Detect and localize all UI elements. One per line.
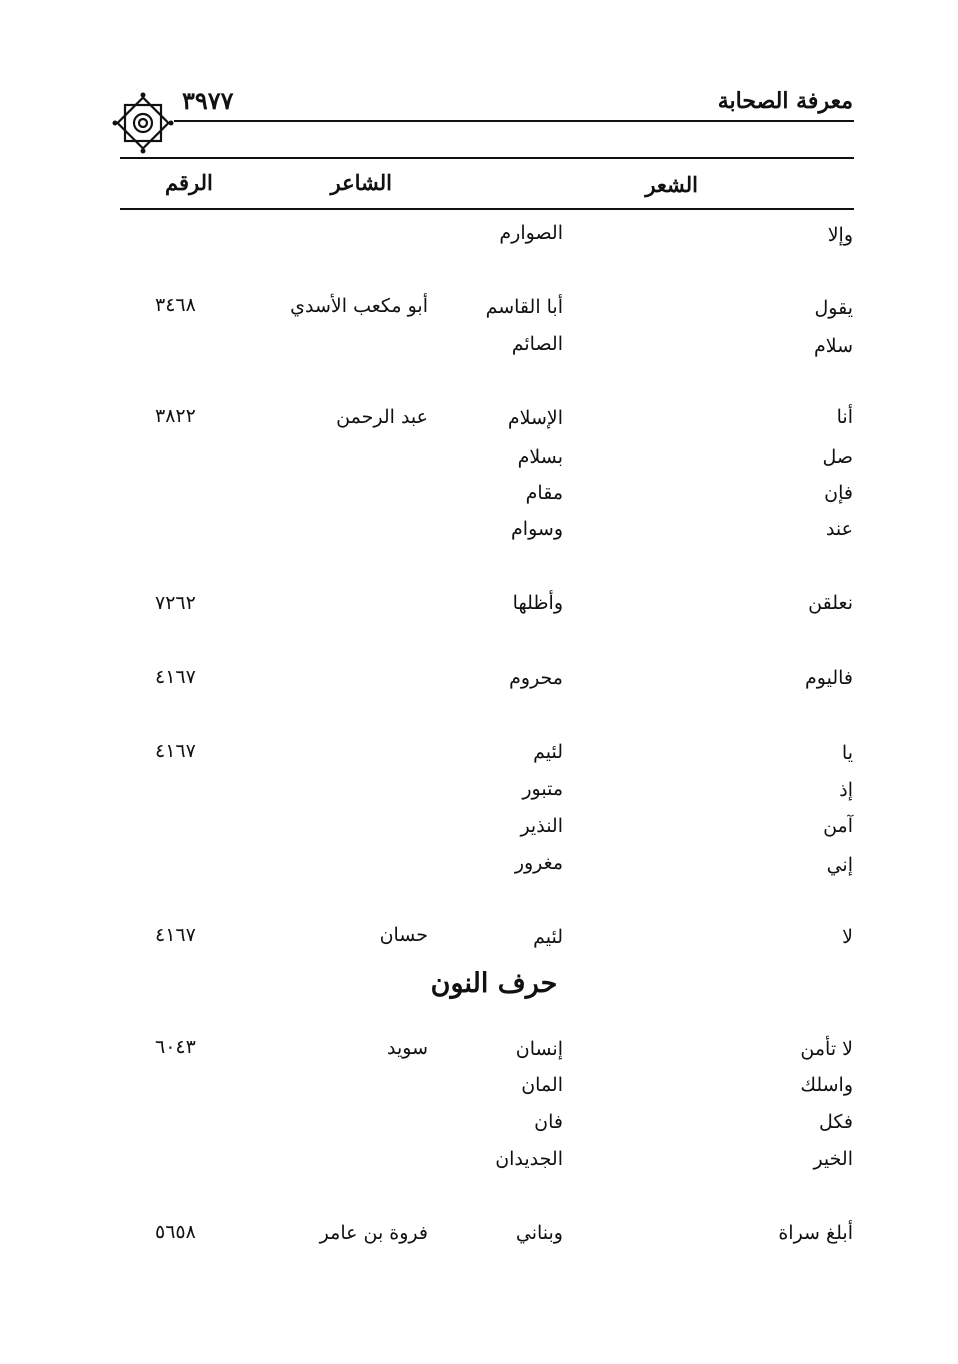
verse-start: أنا bbox=[836, 406, 853, 428]
reference-number: ٤١٦٧ bbox=[155, 740, 196, 762]
poet-name: عبد الرحمن bbox=[336, 406, 428, 428]
ornament-icon bbox=[112, 92, 174, 154]
verse-start: واسلك bbox=[800, 1074, 853, 1096]
verse-end: فان bbox=[534, 1111, 563, 1133]
section-heading: حرف النون bbox=[430, 968, 558, 999]
verse-start: إذ bbox=[839, 779, 853, 801]
verse-end: الجديدان bbox=[495, 1148, 563, 1170]
verse-end: الصائم bbox=[511, 333, 563, 355]
reference-number: ٧٢٦٢ bbox=[155, 592, 196, 614]
reference-number: ٤١٦٧ bbox=[155, 924, 196, 946]
verse-end: لئيم bbox=[533, 741, 563, 763]
reference-number: ٤١٦٧ bbox=[155, 666, 196, 688]
reference-number: ٣٨٢٢ bbox=[155, 405, 196, 427]
reference-number: ٥٦٥٨ bbox=[155, 1221, 196, 1243]
verse-end: إنسان bbox=[515, 1038, 563, 1060]
page-number: ٣٩٧٧ bbox=[182, 86, 234, 115]
column-header-number: الرقم bbox=[165, 170, 213, 195]
verse-start: وإلا bbox=[827, 224, 853, 246]
reference-number: ٦٠٤٣ bbox=[155, 1036, 196, 1058]
column-header-poet: الشاعر bbox=[330, 170, 392, 195]
verse-end: أبا القاسم bbox=[485, 296, 563, 318]
verse-start: نعلقن bbox=[808, 592, 853, 614]
verse-end: بسلام bbox=[517, 446, 563, 468]
verse-end: مغرور bbox=[514, 852, 563, 874]
verse-end: المان bbox=[521, 1074, 563, 1096]
verse-end: محروم bbox=[509, 667, 563, 689]
verse-start: سلام bbox=[813, 335, 853, 357]
verse-start: أبلغ سراة bbox=[778, 1222, 853, 1244]
verse-start: صل bbox=[822, 446, 853, 468]
verse-end: لئيم bbox=[533, 926, 563, 948]
verse-start: لا bbox=[842, 926, 853, 948]
column-header-verse: الشعر bbox=[645, 172, 698, 197]
verse-start: عند bbox=[825, 518, 853, 540]
header-rule bbox=[174, 120, 854, 122]
verse-end: مقام bbox=[525, 482, 563, 504]
verse-start: يا bbox=[841, 742, 853, 764]
verse-end: الصوارم bbox=[499, 222, 563, 244]
poet-name: حسان bbox=[379, 924, 428, 946]
running-header-title: معرفة الصحابة bbox=[717, 88, 853, 114]
verse-end: وبناني bbox=[515, 1222, 563, 1244]
table-top-rule bbox=[120, 157, 854, 159]
column-header-rule bbox=[120, 208, 854, 210]
verse-start: إني bbox=[826, 854, 853, 876]
verse-end: وسوام bbox=[511, 518, 563, 540]
reference-number: ٣٤٦٨ bbox=[155, 294, 196, 316]
verse-end: الإسلام bbox=[507, 407, 563, 429]
verse-start: فاليوم bbox=[805, 667, 853, 689]
poet-name: سويد bbox=[387, 1037, 428, 1059]
verse-end: متبور bbox=[522, 778, 563, 800]
verse-start: الخير bbox=[813, 1148, 853, 1170]
verse-start: يقول bbox=[814, 297, 853, 319]
poet-name: أبو مكعب الأسدي bbox=[290, 295, 428, 317]
verse-start: فإن bbox=[824, 482, 853, 504]
verse-start: فكل bbox=[819, 1111, 853, 1133]
verse-start: آمن bbox=[823, 815, 853, 837]
verse-end: النذير bbox=[520, 815, 563, 837]
verse-end: وأظلها bbox=[512, 592, 563, 614]
verse-start: لا تأمن bbox=[800, 1038, 853, 1060]
poet-name: فروة بن عامر bbox=[319, 1222, 428, 1244]
